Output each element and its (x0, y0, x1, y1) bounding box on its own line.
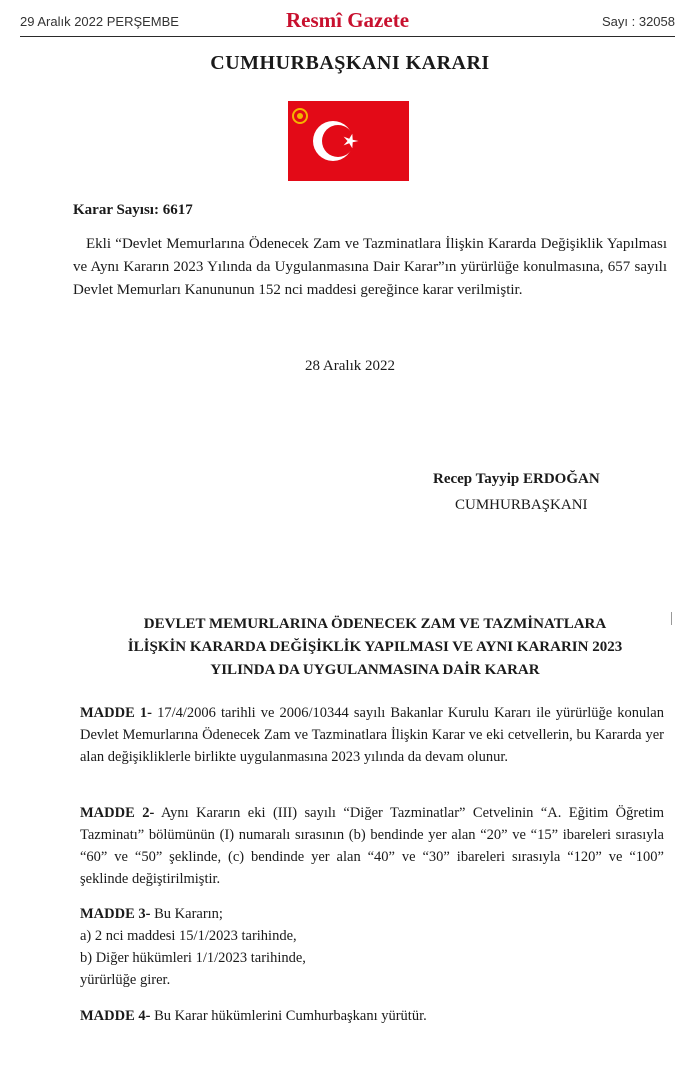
article-3-item: yürürlüğe girer. (80, 972, 171, 988)
decree-date: 28 Aralık 2022 (305, 358, 395, 374)
article-1 (80, 702, 664, 768)
issue-number: Sayı : 32058 (602, 14, 675, 29)
article-4-label: MADDE 4- (80, 1008, 151, 1024)
flag-emblem-center (297, 113, 303, 119)
article-2-label: MADDE 2- (80, 805, 155, 821)
article-3-text: Bu Kararın; (154, 906, 223, 922)
article-3-label: MADDE 3- (80, 906, 151, 922)
annex-title-line: YILINDA DA UYGULANMASINA DAİR KARAR (210, 662, 540, 678)
header-date: 29 Aralık 2022 PERŞEMBE (20, 14, 179, 29)
annex-title (60, 613, 690, 682)
decree-number: Karar Sayısı: 6617 (73, 202, 193, 218)
article-1-label: MADDE 1- (80, 705, 152, 721)
decree-title: CUMHURBAŞKANI KARARI (210, 52, 490, 74)
gazette-title: Resmî Gazete (285, 8, 410, 32)
signer-name: Recep Tayyip ERDOĞAN (433, 471, 600, 487)
gazette-header (20, 8, 675, 37)
article-2-text: Aynı Kararın eki (III) sayılı “Diğer Tazminatlar” Cetvelinin “A. Eğitim Öğretim Tazminatı” bölümünün (I) numaralı sırasının (b) bendinde yer alan “20” ve “15” ibareleri sırasıyla “60” ve “50” şeklinde, (c) bendinde yer alan “40” ve “30” ibareleri sırasıyla “120” ve “100” şeklinde değiştirilmiştir. (80, 805, 664, 887)
decree-intro: Ekli “Devlet Memurlarına Ödenecek Zam ve Tazminatlara İlişkin Kararda Değişiklik Yapılması ve Aynı Kararın 2023 Yılında da Uygulanmasına Dair Karar”ın yürürlüğe konulmasına, 657 sayılı Devlet Memurları Kanununun 152 nci maddesi gereğince karar verilmiştir. (73, 236, 667, 298)
article-1-text: 17/4/2006 tarihli ve 2006/10344 sayılı Bakanlar Kurulu Kararı ile yürürlüğe konulan Devlet Memurlarına Ödenecek Zam ve Tazminatlara İlişkin Karar ve eki cetvellerin, bu Kararda yer alan değişikliklerle birlikte uygulanmasına 2023 yılında da devam olunur. (80, 705, 664, 765)
article-4-text: Bu Karar hükümlerini Cumhurbaşkanı yürütür. (154, 1008, 427, 1024)
annex-title-line: DEVLET MEMURLARINA ÖDENECEK ZAM VE TAZMİNATLARA (143, 616, 607, 632)
signer-title: CUMHURBAŞKANI (455, 497, 588, 513)
article-3-item: b) Diğer hükümleri 1/1/2023 tarihinde, (80, 950, 306, 966)
article-2 (80, 802, 664, 890)
annex-title-line: İLİŞKİN KARARDA DEĞİŞİKLİK YAPILMASI VE AYNI KARARIN 2023 (127, 639, 623, 655)
turkish-flag-icon (288, 101, 409, 181)
article-4 (80, 1005, 664, 1027)
article-3-item: a) 2 nci maddesi 15/1/2023 tarihinde, (80, 928, 297, 944)
article-3 (80, 903, 664, 991)
